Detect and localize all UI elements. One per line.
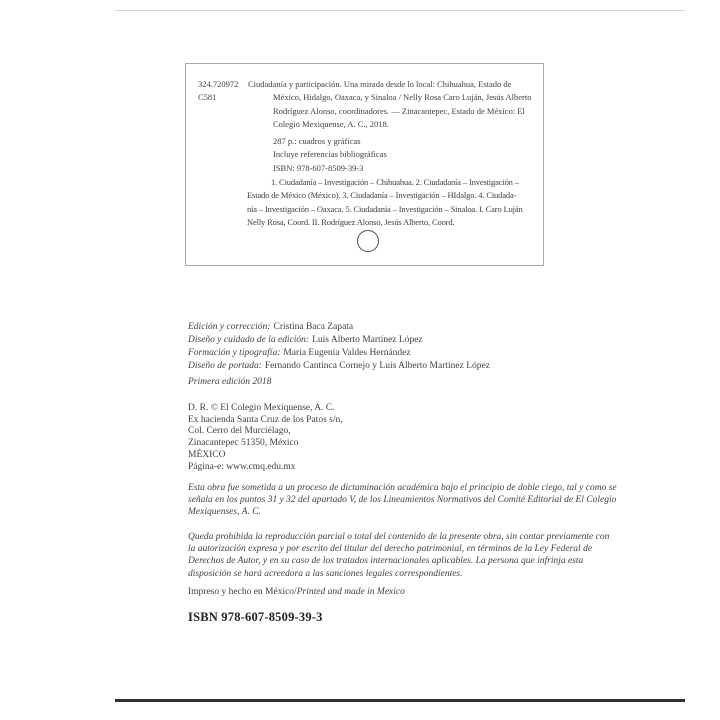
publisher-address-line: Zinacantepec 51350, México	[188, 438, 299, 449]
printed-in-english: Printed and made in Mexico	[296, 587, 405, 597]
peer-review-note: Esta obra fue sometida a un proceso de dictaminación académica bajo el principio de doble ciego, tal y como se señala en los puntos 31 y 32 del apartado V, de los Lineamientos Normativos del Comité Editorial de El Colegio Mexiquenses, A. C.	[188, 483, 617, 518]
cip-description-line: ISBN: 978-607-8509-39-3	[273, 162, 364, 173]
credit-line	[188, 347, 490, 360]
isbn-line: ISBN 978-607-8509-39-3	[188, 610, 323, 624]
printed-in-spanish: Impreso y hecho en México/	[188, 587, 297, 597]
publisher-address-line: Col. Cerro del Murciélago,	[188, 426, 291, 437]
cip-tracing-line: Estado de México (México). 3. Ciudadanía – Investigación – HIdalgo. 4. Ciudada-	[247, 190, 517, 201]
publisher-address-line: Ex hacienda Santa Cruz de los Patos s/n,	[188, 414, 343, 425]
credit-line	[188, 334, 490, 347]
cip-tracing-line: nía – Investigación – Oaxaca. 5. Ciudadanía – Investigación – Sinaloa. I. Caro Luján	[247, 203, 523, 214]
cip-physical-description	[273, 135, 387, 175]
credit-person-name: Luis Alberto Martínez López	[312, 335, 423, 345]
printed-in-line	[188, 587, 405, 597]
page-scan-bottom-edge	[115, 699, 685, 702]
credits-block	[188, 321, 490, 373]
cip-call-number	[198, 78, 238, 105]
credit-line	[188, 360, 490, 373]
decorative-circle-mark	[357, 230, 379, 252]
cip-title-line: Rodríguez Alonso, coordinadores. — Zinacantepec, Estado de México: El	[273, 105, 525, 116]
cip-subject-tracings	[247, 176, 523, 230]
cip-description-line: 287 p.: cuadros y gráficas	[273, 136, 361, 146]
cip-tracing-line: Nelly Rosa, Coord. II. Rodríguez Alonso, Jesús Alberto, Coord.	[247, 217, 455, 228]
page-scan-top-edge	[115, 10, 685, 11]
credit-role-label: Formación y tipografía:	[188, 348, 281, 358]
cip-title-line: Colegio Mexiquense, A. C., 2018.	[273, 119, 389, 130]
cip-title-statement	[248, 78, 532, 132]
credit-person-name: María Eugenia Valdes Hernández	[283, 348, 411, 358]
cip-data-box	[185, 63, 544, 266]
cip-title-line: México, Hidalgo, Oaxaca, y Sinaloa / Nelly Rosa Caro Luján, Jesús Alberto	[273, 92, 532, 103]
rights-notice: Queda prohibida la reproducción parcial o total del contenido de la presente obra, sin contar previamente con la autorización expresa y por escrito del titular del derecho patrimonial, en términos de la Ley Federal de Derechos de Autor, y en su caso de los tratados internacionales aplicables. La persona que infrinja esta disposición se hará acreedora a las sanciones legales correspondientes.	[188, 532, 610, 579]
publisher-address-line: Página-e: www.cmq.edu.mx	[188, 461, 296, 472]
cip-classification-number: 324.720972	[198, 79, 239, 89]
credit-role-label: Edición y corrección:	[188, 322, 271, 332]
edition-note: Primera edición 2018	[188, 377, 272, 387]
cip-tracing-line: 1. Ciudadanía – Investigación – Chihuahua. 2. Ciudadanía – Investigación –	[271, 177, 519, 187]
publisher-address-line: MÉXICO	[188, 449, 226, 460]
cip-description-line: Incluye referencias bibliográficas	[273, 149, 387, 160]
credit-person-name: Cristina Baca Zapata	[273, 322, 354, 332]
credit-role-label: Diseño y cuidado de la edición:	[188, 335, 310, 345]
credit-person-name: Fernando Cantinca Cornejo y Luis Alberto Martinez López	[264, 361, 490, 371]
credit-role-label: Diseño de portada:	[188, 361, 262, 371]
publisher-address-line: D. R. © El Colegio Mexiquense, A. C.	[188, 403, 335, 413]
publisher-address-block	[188, 403, 343, 473]
cip-cutter-number: C581	[198, 92, 217, 103]
credit-line	[188, 321, 490, 334]
cip-title-line: Ciudadanía y participación. Una mirada desde lo local: Chihuahua, Estado de	[248, 79, 512, 89]
